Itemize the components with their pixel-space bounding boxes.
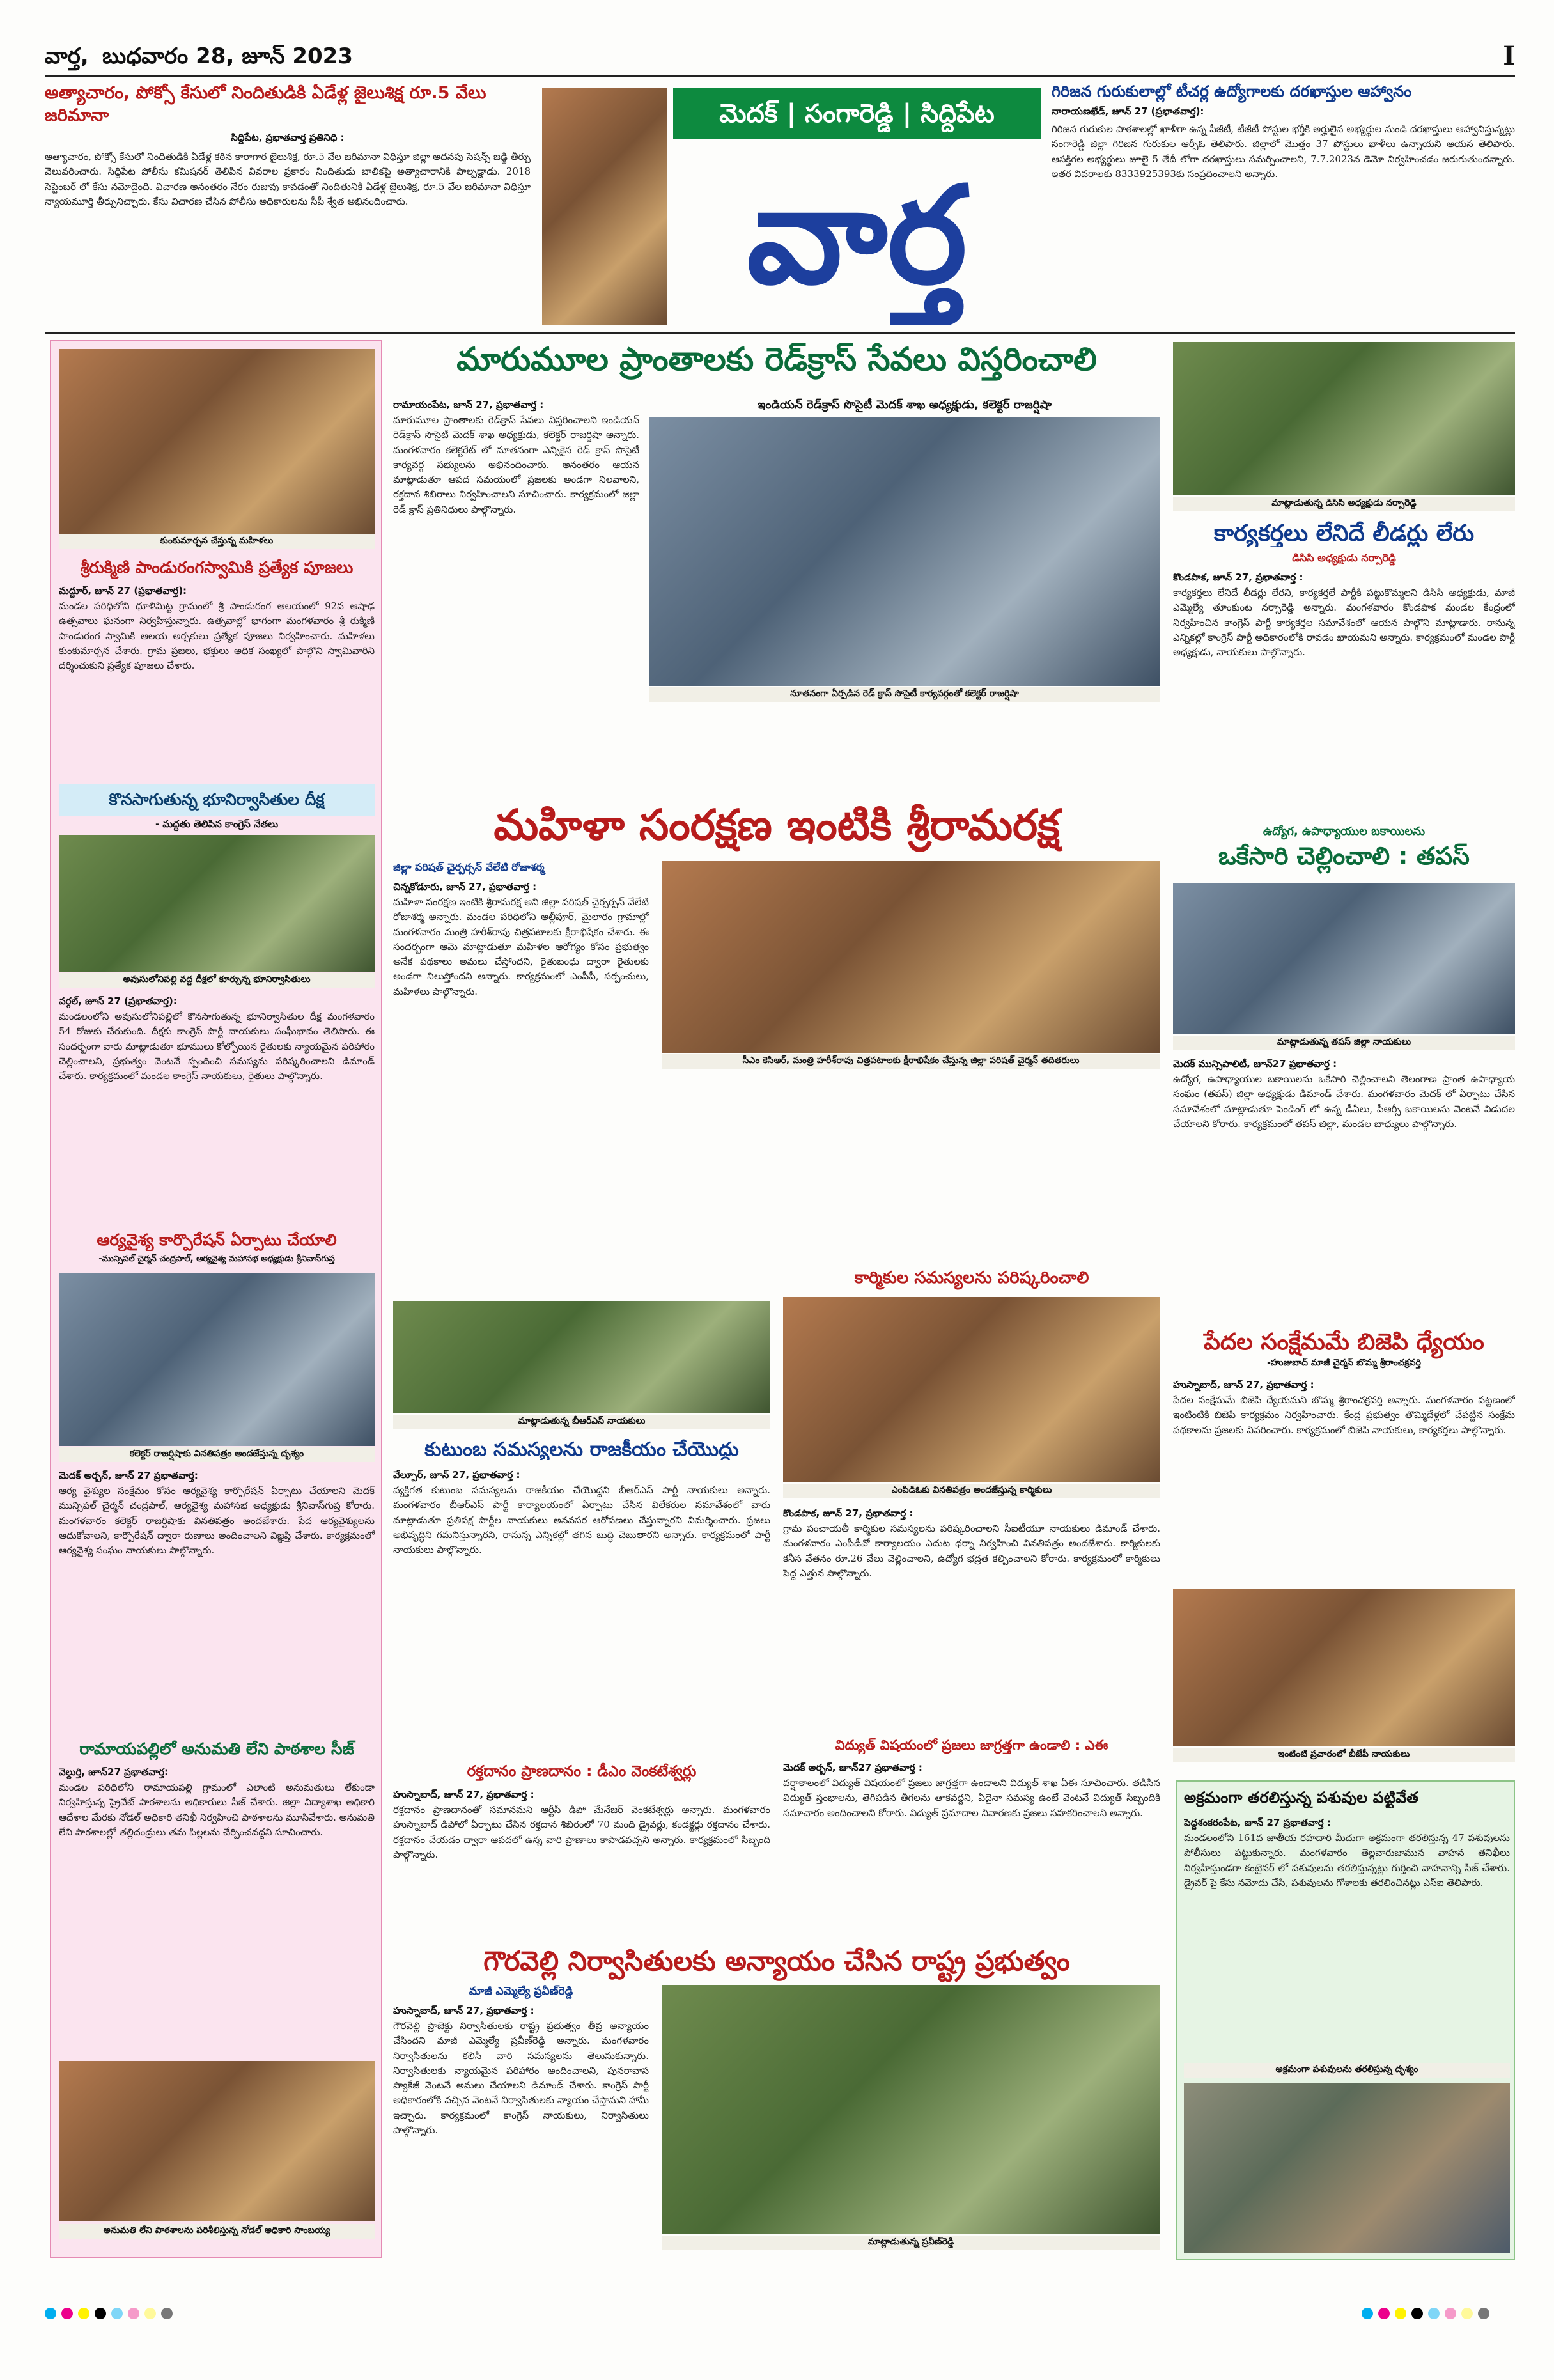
photo-caption: అనుమతి లేని పాఠశాలను పరిశీలిస్తున్న నోడల్ అధికారి సాంబయ్య [59,2224,375,2239]
landless-headline: కొనసాగుతున్న భూనిర్వాసితుల దీక్ష [59,784,375,816]
issue-date: బుధవారం 28, జూన్ 2023 [102,43,353,69]
body: అత్యాచారం, పోక్సో కేసులో నిందితుడికి ఏడేళ్ల కఠిన కారాగార జైలుశిక్ష, రూ.5 వేల జరిమానా విధిస్తూ జిల్లా అదనపు సెషన్స్ జడ్జి తీర్పు వెలువరించారు. సిద్దిపేట పోలీసు కమిషనర్ తెలిపిన వివరాల ప్రకారం నిందితుడు బాలికపై అత్యాచారానికి పాల్పడ్డాడు. 2018 సెప్టెంబర్ లో కేసు నమోదైంది. విచారణ అనంతరం నేరం రుజువు కావడంతో నిందితునికి ఏడేళ్ల జైలుశిక్ష, రూ.5 వేల జరిమానా విధిస్తూ న్యాయమూర్తి తీర్పునిచ్చారు. కేసు విచారణ చేసిన పోలీసు అధికారులను సీపీ శ్వేత అభినందించారు. [45,151,531,207]
dateline: మెదక్ మున్సిపాలిటీ, జూన్27 ప్రభాతవార్త : [1173,1058,1337,1069]
body: మారుమూల ప్రాంతాలకు రెడ్‌క్రాస్ సేవలు విస్తరించాలని ఇండియన్ రెడ్‌క్రాస్ సొసైటీ మెదక్ శాఖ అధ్యక్షుడు, కలెక్టర్ రాజర్షిషా అన్నారు. మంగళవారం కలెక్టరేట్ లో నూతనంగా ఎన్నికైన రెడ్ క్రాస్ సొసైటీ కార్యవర్గ సభ్యులను అభినందించారు. అనంతరం ఆయన మాట్లాడుతూ ఆపద సమయంలో ప్రజలకు అండగా నిలవాలని, రక్తదాన శిబిరాలు నిర్వహించాలని సూచించారు. కార్యక్రమంలో జిల్లా రెడ్ క్రాస్ ప్రతినిధులు పాల్గొన్నారు. [393,414,639,515]
dateline: హుస్నాబాద్, జూన్ 27, ప్రభాతవార్త : [1173,1379,1314,1390]
story-family [393,1301,770,1940]
photo-caption: కలెక్టర్ రాజర్షిషాకు వినతిపత్రం అందజేస్తున్న దృశ్యం [59,1447,375,1462]
light-yellow-mark [1461,2308,1473,2319]
blood-headline: రక్తదానం ప్రాణదానం : డీఎం వెంకటేశ్వర్లు [467,1763,697,1780]
headline: ఒకేసారి చెల్లించాలి : తపస్ [1218,842,1470,870]
subhead: జిల్లా పరిషత్ చైర్పర్సన్ వేలేటి రోజాశర్మ [393,861,545,873]
body: మండలంలోని అవుసులోనిపల్లిలో కొనసాగుతున్న భూనిర్వాసితుల దీక్ష మంగళవారం 54 రోజుకు చేరుకుంది. దీక్షకు కాంగ్రెస్ పార్టీ నాయకులు సంఘీభావం తెలిపారు. ఈ సందర్భంగా వారు మాట్లాడుతూ భూములు కోల్పోయిన రైతులకు న్యాయమైన పరిహారం చెల్లించాలని, ప్రభుత్వం వెంటనే స్పందించి సమస్యను పరిష్కరించాలని డిమాండ్ చేశారు. కార్యక్రమంలో మండల కాంగ్రెస్ నాయకులు, రైతులు పాల్గొన్నారు. [59,1011,375,1082]
print-marks-right [1362,2305,1521,2324]
body: గిరిజన గురుకుల పాఠశాలల్లో ఖాళీగా ఉన్న పీజీటీ, టీజీటీ పోస్టుల భర్తీకి అర్హులైన అభ్యర్థుల నుండి దరఖాస్తులు ఆహ్వానిస్తున్నట్లు సంగారెడ్డి జిల్లా గిరిజన గురుకుల ఆర్సీఓ తెలిపారు. జిల్లాలో మొత్తం 37 పోస్టులు ఖాళీలు ఉన్నాయని ఆయన తెలిపారు. ఆసక్తిగల అభ్యర్థులు జూలై 5 తేదీ లోగా దరఖాస్తులు సమర్పించాలని, 7.7.2023న డెమో నిర్వహించడం జరుగుతుందన్నారు. ఇతర వివరాలకు 8333925393కు సంప్రదించాలని అన్నారు. [1052,123,1515,180]
dateline: చిన్నకోడూరు, జూన్ 27, ప్రభాతవార్త : [393,881,537,892]
rukmini-story [59,584,375,776]
light-cyan-mark [111,2308,123,2319]
body: వర్షాకాలంలో విద్యుత్ విషయంలో ప్రజలు జాగ్రత్తగా ఉండాలని విద్యుత్ శాఖ ఏఈ సూచించారు. తడిసిన విద్యుత్ స్తంభాలను, తెగిపడిన తీగలను తాకవద్దని, ఏదైనా సమస్య ఉంటే వెంటనే విద్యుత్ సిబ్బందికి సమాచారం అందించాలని కోరారు. విద్యుత్ ప్రమాదాల నివారణకు ప్రజలు సహకరించాలని అన్నారు. [783,1777,1160,1819]
school-photo [59,2061,375,2221]
bjp-body [1173,1378,1515,1583]
headline: అక్రమంగా తరలిస్తున్న పశువుల పట్టివేత [1184,1789,1418,1807]
arya-subhead: -మున్సిపల్ చైర్మన్ చంద్రపాల్, ఆర్యవైశ్య మహాసభ అధ్యక్షుడు శ్రీనివాస్‌గుప్త [98,1254,335,1264]
power-body [783,1761,1160,1939]
story-gouravelli [393,1947,1160,2260]
headline: కార్మికుల సమస్యలను పరిష్కరించాలి [854,1269,1089,1287]
temple-photo [542,88,667,325]
arya-headline: ఆర్యవైశ్య కార్పొరేషన్ ఏర్పాటు చేయాలి [97,1231,337,1249]
dateline: నారాయణఖేడ్, జూన్ 27 (ప్రభాతవార్త): [1052,105,1204,118]
body: కార్యకర్తలు లేనిదే లీడర్లు లేరని, కార్యకర్తలే పార్టీకి పట్టుకొమ్మలని డిసిసి అధ్యక్షుడు, మాజీ ఎమ్మెల్యే తూంకుంట నర్సారెడ్డి అన్నారు. మంగళవారం కొండపాక మండల కేంద్రంలో నిర్వహించిన కాంగ్రెస్ పార్టీ కార్యకర్తల సమావేశంలో ఆయన పాల్గొని మాట్లాడారు. రానున్న ఎన్నికల్లో కాంగ్రెస్ పార్టీ అధికారంలోకి రావడం ఖాయమని అన్నారు. కార్యక్రమంలో మండల పార్టీ అధ్యక్షుడు, నాయకులు పాల్గొన్నారు. [1173,587,1515,658]
dateline: మెదక్ అర్బన్, జూన్27 ప్రభాతవార్త : [783,1762,922,1773]
photo-caption: మాట్లాడుతున్న బీఆర్ఎస్ నాయకులు [393,1415,770,1429]
body: ఆర్య వైశ్యుల సంక్షేమం కోసం ఆర్యవైశ్య కార్పొరేషన్ ఏర్పాటు చేయాలని మెదక్ మున్సిపల్ చైర్మన్ చంద్రపాల్, ఆర్యవైశ్య మహాసభ అధ్యక్షుడు శ్రీనివాస్‌గుప్త కోరారు. మంగళవారం కలెక్టర్ రాజర్షిషాకు వినతిపత్రం అందజేశారు. పేద ఆర్యవైశ్యులను ఆదుకోవాలని, కార్పొరేషన్ ద్వారా రుణాలు అందించాలని విజ్ఞప్తి చేశారు. కార్యక్రమంలో ఆర్యవైశ్య సంఘం నాయకులు పాల్గొన్నారు. [59,1485,375,1556]
header-rule [45,75,1515,77]
light-yellow-mark [144,2308,156,2319]
dateline: పెద్దశంకరంపేట, జూన్ 27 ప్రభాతవార్త : [1184,1817,1331,1828]
light-magenta-mark [128,2308,139,2319]
leaders-photo [1173,342,1515,495]
dateline: వర్గల్, జూన్ 27 (ప్రభాతవార్త): [59,995,177,1007]
photo-caption: నూతనంగా ఏర్పడిన రెడ్ క్రాస్ సొసైటీ కార్యవర్గంతో కలెక్టర్ రాజర్షిషా [649,687,1160,702]
school-headline: రామాయపల్లిలో అనుమతి లేని పాఠశాల సీజ్ [79,1739,354,1758]
photo-title: ఇండియన్ రెడ్‌క్రాస్ సొసైటీ మెదక్ శాఖ అధ్యక్షుడు, కలెక్టర్ రాజర్షిషా [758,398,1052,412]
headline: కార్యకర్తలు లేనిదే లీడర్లు లేరు [1213,521,1475,547]
women-body-left [393,880,649,1289]
women-photo [662,861,1160,1053]
workers-photo [783,1297,1160,1482]
magenta-mark [61,2308,73,2319]
dateline: వెల్దుర్తి, జూన్27 ప్రభాతవార్త: [59,1766,169,1778]
arya-story [59,1469,375,1731]
dateline: హుస్నాబాద్, జూన్ 27, ప్రభాతవార్త : [393,1789,534,1800]
body: గౌరవెల్లి ప్రాజెక్టు నిర్వాసితులకు రాష్ట్ర ప్రభుత్వం తీవ్ర అన్యాయం చేసిందని మాజీ ఎమ్మెల్యే ప్రవీణ్‌రెడ్డి అన్నారు. మంగళవారం నిర్వాసితులను కలిసి వారి సమస్యలను తెలుసుకున్నారు. నిర్వాసితులకు న్యాయమైన పరిహారం అందించాలని, పునరావాస ప్యాకేజీ వెంటనే అమలు చేయాలని డిమాండ్ చేశారు. కాంగ్రెస్ పార్టీ అధికారంలోకి వచ్చిన వెంటనే నిర్వాసితులకు న్యాయం చేస్తామని హామీ ఇచ్చారు. కార్యక్రమంలో కాంగ్రెస్ నాయకులు, నిర్వాసితులు పాల్గొన్నారు. [393,2020,649,2136]
black-mark [95,2308,106,2319]
section-rule [45,332,1515,334]
story-tapas [1173,825,1515,1323]
arya-photo [59,1273,375,1446]
bjp-photo [1173,1589,1515,1746]
story-women [393,802,1160,1295]
story-workers [783,1269,1160,1940]
page-header [45,41,1515,72]
tapas-photo [1173,883,1515,1034]
dateline: రామాయంపేట, జూన్ 27, ప్రభాతవార్త : [393,399,544,410]
workers-body [783,1507,1160,1731]
body: మండల పరిధిలోని రామాయపల్లి గ్రామంలో ఎలాంటి అనుమతులు లేకుండా నిర్వహిస్తున్న ప్రైవేట్ పాఠశాలను అధికారులు సీజ్ చేశారు. జిల్లా విద్యాశాఖ అధికారి ఆదేశాల మేరకు నోడల్ అధికారి తనిఖీ నిర్వహించి పాఠశాలను మూసివేశారు. అనుమతి లేని పాఠశాలల్లో తల్లిదండ్రులు తమ పిల్లలను చేర్పించవద్దని సూచించారు. [59,1782,375,1838]
grey-mark [1478,2308,1489,2319]
cattle-photo [1184,2083,1510,2253]
cattle-body [1184,1816,1510,2059]
school-story [59,1766,375,2053]
dateline: మద్దూర్, జూన్ 27 (ప్రభాతవార్త): [59,585,187,596]
photo-caption: అవుసులోనిపల్లి వద్ద దీక్షలో కూర్చున్న భూనిర్వాసితులు [59,973,375,988]
dateline: మెదక్ అర్బన్, జూన్ 27 ప్రభాతవార్త: [59,1470,198,1481]
photo-caption: మాట్లాడుతున్న తపస్ జిల్లా నాయకులు [1173,1036,1515,1050]
leaders-body [1173,571,1515,820]
photo-caption: ఇంటింటి ప్రచారంలో బీజేపీ నాయకులు [1173,1748,1515,1762]
family-body [393,1468,770,1756]
cyan-mark [45,2308,56,2319]
blood-body [393,1788,770,1938]
gouravelli-body [393,2004,649,2260]
headline: అత్యాచారం, పోక్సో కేసులో నిందితుడికి ఏడేళ్ల జైలుశిక్ష రూ.5 వేలు జరిమానా [45,83,486,126]
photo-caption: అక్రమంగా పశువులను తరలిస్తున్న దృశ్యం [1184,2063,1510,2078]
yellow-mark [1395,2308,1406,2319]
story-tribal [1052,82,1515,325]
tapas-body [1173,1057,1515,1319]
power-headline: విద్యుత్ విషయంలో ప్రజలు జాగ్రత్తగా ఉండాలి : ఎఈ [835,1738,1108,1753]
vaartha-logo: వార్త [747,156,967,314]
story-pocso [45,82,531,325]
photo-caption: ఎంపిడిఓకు వినతిపత్రం అందజేస్తున్న కార్మికులు [783,1484,1160,1498]
headline: మారుమూల ప్రాంతాలకు రెడ్‌క్రాస్ సేవలు విస్తరించాలి [456,342,1097,378]
story-bjp [1173,1330,1515,1771]
subhead: -హుజుబాద్ మాజీ చైర్మన్ బొమ్మ శ్రీరాంచక్రవర్తి [1267,1357,1421,1368]
redcross-photo [649,417,1160,686]
photo-caption: కుంకుమార్చన చేస్తున్న మహిళలు [59,534,375,549]
paper-name: వార్త, [45,43,89,69]
photo-caption: మాట్లాడుతున్న డిసిసి అధ్యక్షుడు నర్సారెడ్డి [1173,497,1515,511]
masthead [542,88,1041,325]
headline: గిరిజన గురుకులాల్లో టీచర్ల ఉద్యోగాలకు దరఖాస్తుల ఆహ్వానం [1052,82,1412,100]
body: వ్యక్తిగత కుటుంబ సమస్యలను రాజకీయం చేయొద్దని బీఆర్ఎస్ పార్టీ నాయకులు అన్నారు. మంగళవారం బీఆర్ఎస్ పార్టీ కార్యాలయంలో ఏర్పాటు చేసిన విలేకరుల సమావేశంలో వారు మాట్లాడుతూ ప్రతిపక్ష పార్టీల నాయకులు అనవసర ఆరోపణలు చేస్తున్నారని విమర్శించారు. ప్రజలు అభివృద్ధిని గమనిస్తున్నారని, రానున్న ఎన్నికల్లో తగిన బుద్ధి చెబుతారని అన్నారు. కార్యక్రమంలో పార్టీ నాయకులు పాల్గొన్నారు. [393,1484,770,1555]
dateline: కొండపాక, జూన్ 27, ప్రభాతవార్త : [783,1507,913,1519]
body: మండల పరిధిలోని ధూళిమిట్ట గ్రామంలో శ్రీ పాండురంగ ఆలయంలో 92వ ఆషాఢ ఉత్సవాలు ఘనంగా నిర్వహిస్తున్నారు. ఉత్సవాల్లో భాగంగా మంగళవారం శ్రీ రుక్మిణి పాండురంగ స్వామికి ఆలయ అర్చకులు ప్రత్యేక పూజలు నిర్వహించారు. మహిళలు కుంకుమార్చన చేశారు. గ్రామ ప్రజలు, భక్తులు అధిక సంఖ్యలో పాల్గొని స్వామివారిని దర్శించుకుని ప్రత్యేక పూజలు చేశారు. [59,600,375,671]
subhead: మాజీ ఎమ్మెల్యే ప్రవీణ్‌రెడ్డి [469,1985,573,1998]
headline: కుటుంబ సమస్యలను రాజకీయం చేయొద్దు [424,1439,739,1460]
light-cyan-mark [1428,2308,1440,2319]
story-cattle [1176,1780,1515,2260]
body: గ్రామ పంచాయతీ కార్మికుల సమస్యలను పరిష్కరించాలని సీఐటీయూ నాయకులు డిమాండ్ చేశారు. మంగళవారం ఎంపీడీవో కార్యాలయం ఎదుట ధర్నా నిర్వహించి వినతిపత్రం అందజేశారు. కార్మికులకు కనీస వేతనం రూ.26 వేలు చెల్లించాలని, ఉద్యోగ భద్రత కల్పించాలని కోరారు. కార్యక్రమంలో కార్మికులు పెద్ద ఎత్తున పాల్గొన్నారు. [783,1523,1160,1579]
body: పేదల సంక్షేమమే బిజెపి ధ్యేయమని బొమ్మ శ్రీరాంచక్రవర్తి అన్నారు. మంగళవారం పట్టణంలో ఇంటింటికి బిజెపి కార్యక్రమం నిర్వహించారు. కేంద్ర ప్రభుత్వం తొమ్మిదేళ్లలో చేపట్టిన సంక్షేమ పథకాలను ప్రజలకు వివరించారు. కార్యక్రమంలో బిజెపి నాయకులు, కార్యకర్తలు పాల్గొన్నారు. [1173,1394,1515,1436]
headline: గౌరవెల్లి నిర్వాసితులకు అన్యాయం చేసిన రాష్ట్ర ప్రభుత్వం [483,1947,1070,1977]
yellow-mark [78,2308,89,2319]
grey-mark [161,2308,173,2319]
body: రక్తదానం ప్రాణదానంతో సమానమని ఆర్టీసీ డిపో మేనేజర్ వెంకటేశ్వర్లు అన్నారు. మంగళవారం హుస్నాబాద్ డిపోలో ఏర్పాటు చేసిన రక్తదాన శిబిరంలో 70 మంది డ్రైవర్లు, కండక్టర్లు రక్తదానం చేశారు. రక్తదానం చేయడం ద్వారా ఆపదలో ఉన్న వారి ప్రాణాలు కాపాడవచ్చని అన్నారు. కార్యక్రమంలో సిబ్బంది పాల్గొన్నారు. [393,1804,770,1860]
light-magenta-mark [1445,2308,1456,2319]
page-marker: I [1503,41,1515,71]
magenta-mark [1378,2308,1390,2319]
headline-kicker: ఉద్యోగ, ఉపాధ్యాయుల బకాయిలను [1263,825,1426,838]
gouravelli-photo [662,1985,1160,2234]
rukmini-photo [59,349,375,534]
family-photo [393,1301,770,1413]
rukmini-headline: శ్రీరుక్మిణి పాండురంగస్వామికి ప్రత్యేక పూజలు [80,558,354,577]
landless-photo [59,835,375,972]
landless-story [59,995,375,1225]
body: మండలంలోని 161వ జాతీయ రహదారి మీదుగా అక్రమంగా తరలిస్తున్న 47 పశువులను పోలీసులు పట్టుకున్నారు. మంగళవారం తెల్లవారుజామున వాహన తనిఖీలు నిర్వహిస్తుండగా కంటైనర్ లో పశువులను తరలిస్తున్నట్లు గుర్తించి వాహనాన్ని సీజ్ చేశారు. డ్రైవర్ పై కేసు నమోదు చేసి, పశువులను గోశాలకు తరలించినట్లు ఎస్ఐ తెలిపారు. [1184,1832,1510,1888]
photo-caption: మాట్లాడుతున్న ప్రవీణ్‌రెడ్డి [662,2236,1160,2250]
dateline: వేల్పూర్, జూన్ 27, ప్రభాతవార్త : [393,1469,520,1481]
subhead: డిసిసి అధ్యక్షుడు నర్సారెడ్డి [1292,552,1396,564]
headline: పేదల సంక్షేమమే బిజెపి ధ్యేయం [1204,1330,1484,1355]
black-mark [1411,2308,1423,2319]
landless-subhead: - మద్దతు తెలిపిన కాంగ్రెస్ నేతలు [155,818,279,830]
story-leaders [1173,342,1515,821]
redcross-body [393,398,639,839]
dateline: హుస్నాబాద్, జూన్ 27, ప్రభాతవార్త : [393,2005,534,2016]
edition-banner: మెదక్ | సంగారెడ్డి | సిద్దిపేట [673,88,1041,139]
cyan-mark [1362,2308,1373,2319]
dateline: సిద్దిపేట, ప్రభాతవార్త ప్రతినిధి : [231,132,345,144]
headline: మహిళా సంరక్షణ ఇంటికి శ్రీరామరక్ష [493,802,1060,850]
dateline: కొండపాక, జూన్ 27, ప్రభాతవార్త : [1173,572,1303,583]
left-column [50,340,382,2258]
photo-caption: సీఎం కెసిఆర్, మంత్రి హరీశ్‌రావు చిత్రపటాలకు క్షీరాభిషేకం చేస్తున్న జిల్లా పరిషత్ చైర్మన్ తదితరులు [662,1054,1160,1069]
body: ఉద్యోగ, ఉపాధ్యాయుల బకాయిలను ఒకేసారి చెల్లించాలని తెలంగాణ ప్రాంత ఉపాధ్యాయ సంఘం (తపస్) జిల్లా అధ్యక్షుడు డిమాండ్ చేశారు. మంగళవారం మెదక్ లో ఏర్పాటు చేసిన సమావేశంలో మాట్లాడుతూ పెండింగ్ లో ఉన్న డీఏలు, పీఆర్సీ బకాయిలను వెంటనే విడుదల చేయాలని కోరారు. కార్యక్రమంలో తపస్ జిల్లా, మండల బాధ్యులు పాల్గొన్నారు. [1173,1073,1515,1130]
body: మహిళా సంరక్షణ ఇంటికి శ్రీరామరక్ష అని జిల్లా పరిషత్ చైర్పర్సన్ వేలేటి రోజాశర్మ అన్నారు. మండల పరిధిలోని అల్లీపూర్, మైలారం గ్రామాల్లో మంగళవారం మంత్రి హరీశ్‌రావు చిత్రపటాలకు క్షీరాభిషేకం చేశారు. ఈ సందర్భంగా ఆమె మాట్లాడుతూ మహిళల ఆరోగ్యం కోసం ప్రభుత్వం అనేక పథకాలు అమలు చేస్తోందని, రైతుబంధు ద్వారా రైతులకు అండగా నిలుస్తోందని అన్నారు. కార్యక్రమంలో ఎంపీపీ, సర్పంచులు, మహిళలు పాల్గొన్నారు. [393,896,649,997]
story-redcross [393,342,1160,841]
print-marks-left [45,2305,205,2324]
